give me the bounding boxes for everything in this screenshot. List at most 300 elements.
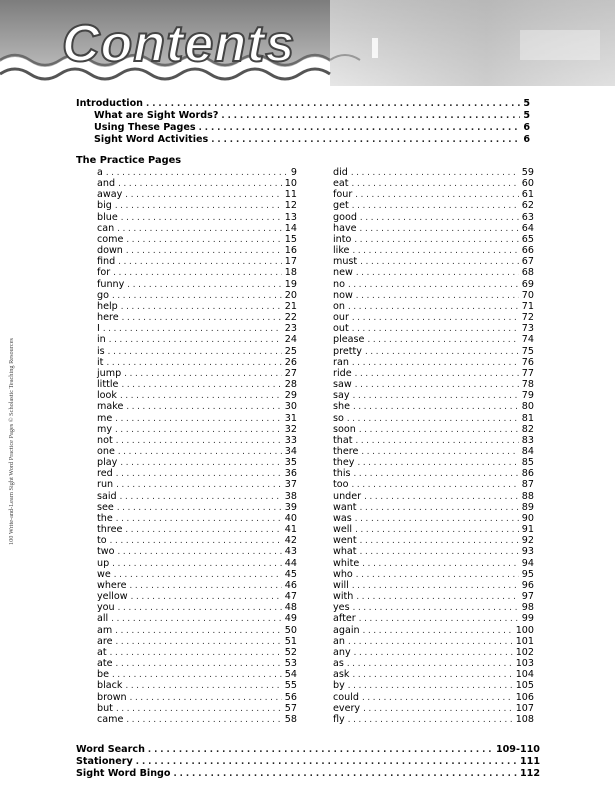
- word-entry: [333, 223, 534, 234]
- word-entry: [97, 167, 297, 178]
- word-entry: [97, 669, 297, 680]
- entry-label: can: [97, 222, 115, 234]
- entry-label: little: [97, 379, 119, 391]
- word-entry: [97, 390, 297, 401]
- toc-entry: [76, 768, 540, 779]
- page-number: 112: [519, 768, 540, 779]
- entry-label: what: [333, 546, 357, 558]
- page-number: 49: [284, 613, 297, 625]
- word-entry: [333, 368, 534, 379]
- word-entry: [333, 279, 534, 290]
- word-entry: [333, 334, 534, 345]
- dot-leader: [221, 111, 520, 122]
- dot-leader: [211, 135, 520, 146]
- entry-label: good: [333, 211, 357, 223]
- entry-label: me: [97, 412, 113, 424]
- page-number: 95: [521, 568, 534, 580]
- entry-label: no: [333, 278, 345, 290]
- word-entry: [333, 301, 534, 312]
- word-entry: [97, 301, 297, 312]
- page-number: 59: [521, 167, 534, 178]
- word-entry: [333, 435, 534, 446]
- entry-label: for: [97, 267, 111, 279]
- word-entry: [97, 591, 297, 602]
- entry-label: she: [333, 401, 350, 413]
- contents-banner: [0, 0, 615, 92]
- page-number: 108: [515, 713, 534, 725]
- entry-label: big: [97, 200, 112, 212]
- word-entry: [333, 591, 534, 602]
- word-entry: [97, 223, 297, 234]
- page-number: 64: [521, 222, 534, 234]
- entry-label: under: [333, 490, 362, 502]
- word-entry: [333, 379, 534, 390]
- word-entry: [333, 323, 534, 334]
- word-entry: [97, 692, 297, 703]
- entry-label: make: [97, 401, 124, 413]
- page-number: 55: [284, 680, 297, 692]
- practice-heading: The Practice Pages: [76, 155, 182, 166]
- word-entry: [97, 714, 297, 725]
- page-number: 69: [521, 278, 534, 290]
- entry-label: ate: [97, 658, 113, 670]
- dot-leader: [148, 745, 493, 756]
- word-entry: [97, 558, 297, 569]
- entry-label: ran: [333, 356, 349, 368]
- entry-label: come: [97, 233, 124, 245]
- entry-label: out: [333, 323, 349, 335]
- page-number: 109-110: [495, 744, 540, 755]
- entry-label: must: [333, 256, 358, 268]
- entry-label: one: [97, 446, 115, 457]
- word-entry: [333, 714, 534, 725]
- page-number: 83: [521, 434, 534, 446]
- word-entry: [333, 703, 534, 714]
- page-number: 14: [284, 222, 297, 234]
- page-number: 74: [521, 334, 534, 346]
- entry-label: black: [97, 680, 123, 692]
- page-number: 32: [284, 423, 297, 435]
- entry-label: with: [333, 591, 354, 603]
- word-entry: [97, 424, 297, 435]
- page-number: 63: [521, 211, 534, 223]
- toc-entry: [76, 756, 540, 767]
- page-number: 26: [284, 356, 297, 368]
- word-entry: [97, 200, 297, 211]
- word-entry: [333, 491, 534, 502]
- entry-label: my: [97, 423, 113, 435]
- word-entry: [97, 569, 297, 580]
- entry-label: here: [97, 312, 119, 324]
- entry-label: said: [97, 490, 117, 502]
- entry-label: want: [333, 501, 357, 513]
- entry-label: our: [333, 312, 349, 324]
- entry-label: red: [97, 468, 113, 480]
- page-number: 61: [521, 189, 534, 201]
- word-entry: [333, 413, 534, 424]
- entry-label: into: [333, 233, 352, 245]
- entry-label: Sight Word Activities: [94, 134, 209, 145]
- word-entry: [97, 357, 297, 368]
- entry-label: are: [97, 635, 113, 647]
- page-number: 87: [521, 479, 534, 491]
- entry-label: What are Sight Words?: [94, 110, 219, 121]
- page-number: 105: [515, 680, 534, 692]
- entry-label: find: [97, 256, 116, 268]
- entry-label: please: [333, 334, 365, 346]
- toc-entry: [94, 122, 530, 133]
- entry-label: by: [333, 680, 345, 692]
- entry-label: and: [97, 178, 116, 190]
- word-entry: [333, 267, 534, 278]
- word-entry: [333, 167, 534, 178]
- word-entry: [97, 267, 297, 278]
- page-number: 76: [521, 356, 534, 368]
- page-number: 102: [515, 646, 534, 658]
- page-number: 85: [521, 457, 534, 469]
- page-number: 41: [284, 524, 297, 536]
- word-entry: [97, 636, 297, 647]
- entry-label: the: [97, 512, 113, 524]
- dot-leader: [136, 757, 517, 768]
- word-entry: [333, 479, 534, 490]
- word-entry: [97, 580, 297, 591]
- page-number: 68: [521, 267, 534, 279]
- word-entry: [333, 234, 534, 245]
- dot-leader: [126, 715, 281, 726]
- word-entry: [97, 446, 297, 457]
- word-entry: [97, 457, 297, 468]
- page-number: 35: [284, 457, 297, 469]
- word-entry: [333, 680, 534, 691]
- word-entry: [97, 435, 297, 446]
- word-entry: [333, 446, 534, 457]
- entry-label: Introduction: [76, 98, 143, 109]
- entry-label: every: [333, 702, 361, 714]
- page-number: 10: [284, 178, 297, 190]
- dot-leader: [173, 769, 516, 780]
- page-number: 30: [284, 401, 297, 413]
- word-entry: [333, 569, 534, 580]
- entry-label: white: [333, 557, 360, 569]
- page-number: 29: [284, 390, 297, 402]
- entry-label: at: [97, 646, 107, 658]
- dot-leader: [199, 123, 521, 134]
- entry-label: fly: [333, 713, 345, 725]
- page-number: 91: [521, 524, 534, 536]
- toc-entry: [76, 744, 540, 755]
- word-entry: [97, 479, 297, 490]
- page-number: 75: [521, 345, 534, 357]
- entry-label: like: [333, 245, 350, 257]
- page-number: 67: [521, 256, 534, 268]
- entry-label: be: [97, 669, 109, 681]
- page-number: 9: [290, 167, 297, 178]
- entry-label: go: [97, 289, 109, 301]
- entry-label: run: [97, 479, 114, 491]
- page-number: 5: [523, 110, 530, 121]
- entry-label: Using These Pages: [94, 122, 196, 133]
- entry-label: ride: [333, 367, 352, 379]
- entry-label: new: [333, 267, 353, 279]
- page-number: 5: [523, 98, 530, 109]
- entry-label: see: [97, 501, 114, 513]
- word-entry: [97, 658, 297, 669]
- page-number: 24: [284, 334, 297, 346]
- page-number: 86: [521, 468, 534, 480]
- page-number: 47: [284, 591, 297, 603]
- page-number: 56: [284, 691, 297, 703]
- word-entry: [97, 234, 297, 245]
- word-entry: [97, 401, 297, 412]
- entry-label: have: [333, 222, 357, 234]
- page-number: 101: [515, 635, 534, 647]
- word-entry: [97, 379, 297, 390]
- page-number: 77: [521, 367, 534, 379]
- word-entry: [97, 346, 297, 357]
- word-entry: [333, 613, 534, 624]
- word-entry: [97, 625, 297, 636]
- page-number: 36: [284, 468, 297, 480]
- page-number: 38: [284, 490, 297, 502]
- page-number: 73: [521, 323, 534, 335]
- page-number: 89: [521, 501, 534, 513]
- word-entry: [333, 424, 534, 435]
- word-entry: [97, 279, 297, 290]
- page-number: 20: [284, 289, 297, 301]
- word-entry: [97, 647, 297, 658]
- entry-label: Sight Word Bingo: [76, 768, 171, 779]
- entry-label: Word Search: [76, 744, 145, 755]
- page-number: 27: [284, 367, 297, 379]
- page-number: 53: [284, 658, 297, 670]
- page-number: 57: [284, 702, 297, 714]
- page-number: 25: [284, 345, 297, 357]
- word-entry: [97, 513, 297, 524]
- page-number: 40: [284, 512, 297, 524]
- page-number: 12: [284, 200, 297, 212]
- word-entry: [333, 290, 534, 301]
- word-entry: [333, 636, 534, 647]
- word-entry: [333, 602, 534, 613]
- page-number: 70: [521, 289, 534, 301]
- entry-label: I: [97, 323, 100, 335]
- entry-label: but: [97, 702, 113, 714]
- word-entry: [333, 178, 534, 189]
- page-number: 22: [284, 312, 297, 324]
- page-number: 88: [521, 490, 534, 502]
- entry-label: look: [97, 390, 117, 402]
- entry-label: came: [97, 713, 124, 725]
- page-number: 80: [521, 401, 534, 413]
- page-number: 28: [284, 379, 297, 391]
- word-entry: [97, 413, 297, 424]
- entry-label: pretty: [333, 345, 362, 357]
- entry-label: up: [97, 557, 110, 569]
- page-number: 23: [284, 323, 297, 335]
- toc-entry: [94, 110, 530, 121]
- page-number: 6: [523, 122, 530, 133]
- entry-label: two: [97, 546, 115, 558]
- word-entry: [97, 212, 297, 223]
- entry-label: where: [97, 579, 127, 591]
- entry-label: a: [97, 167, 103, 178]
- entry-label: help: [97, 300, 118, 312]
- word-entry: [333, 346, 534, 357]
- page-number: 43: [284, 546, 297, 558]
- entry-label: in: [97, 334, 106, 346]
- word-entry: [97, 290, 297, 301]
- page-number: 48: [284, 602, 297, 614]
- entry-label: Stationery: [76, 756, 133, 767]
- entry-label: well: [333, 524, 353, 536]
- page-number: 50: [284, 624, 297, 636]
- word-entry: [333, 357, 534, 368]
- page-number: 72: [521, 312, 534, 324]
- word-entry: [97, 312, 297, 323]
- entry-label: again: [333, 624, 360, 636]
- page-number: 81: [521, 412, 534, 424]
- entry-label: on: [333, 300, 345, 312]
- word-entry: [97, 323, 297, 334]
- entry-label: yellow: [97, 591, 128, 603]
- word-entry: [333, 457, 534, 468]
- dot-leader: [146, 99, 520, 110]
- entry-label: an: [333, 635, 345, 647]
- page-number: 42: [284, 535, 297, 547]
- word-entry: [97, 189, 297, 200]
- page-number: 84: [521, 446, 534, 457]
- entry-label: to: [97, 535, 107, 547]
- word-entry: [333, 513, 534, 524]
- entry-label: all: [97, 613, 109, 625]
- word-entry: [97, 613, 297, 624]
- word-entry: [97, 334, 297, 345]
- page-number: 44: [284, 557, 297, 569]
- entry-label: eat: [333, 178, 349, 190]
- page-number: 19: [284, 278, 297, 290]
- entry-label: now: [333, 289, 353, 301]
- word-entry: [333, 189, 534, 200]
- entry-label: soon: [333, 423, 356, 435]
- entry-label: brown: [97, 691, 127, 703]
- page-number: 111: [519, 756, 540, 767]
- page-number: 51: [284, 635, 297, 647]
- page-number: 100: [515, 624, 534, 636]
- word-entry: [97, 703, 297, 714]
- entry-label: saw: [333, 379, 352, 391]
- page-number: 17: [284, 256, 297, 268]
- word-entry: [97, 468, 297, 479]
- page-number: 82: [521, 423, 534, 435]
- entry-label: did: [333, 167, 348, 178]
- page-number: 58: [284, 713, 297, 725]
- word-entry: [333, 625, 534, 636]
- page-number: 31: [284, 412, 297, 424]
- entry-label: who: [333, 568, 353, 580]
- page-number: 45: [284, 568, 297, 580]
- page-number: 90: [521, 512, 534, 524]
- entry-label: there: [333, 446, 359, 457]
- entry-label: this: [333, 468, 351, 480]
- word-entry: [333, 535, 534, 546]
- entry-label: away: [97, 189, 123, 201]
- word-entry: [97, 368, 297, 379]
- entry-label: went: [333, 535, 357, 547]
- page-number: 13: [284, 211, 297, 223]
- entry-label: so: [333, 412, 344, 424]
- word-entry: [333, 546, 534, 557]
- word-entry: [333, 200, 534, 211]
- word-entry: [333, 401, 534, 412]
- word-entry: [333, 580, 534, 591]
- page-number: 11: [284, 189, 297, 201]
- word-entry: [333, 390, 534, 401]
- word-entry: [97, 680, 297, 691]
- entry-label: yes: [333, 602, 350, 614]
- word-entry: [333, 312, 534, 323]
- word-entry: [333, 647, 534, 658]
- entry-label: will: [333, 579, 349, 591]
- page-number: 62: [521, 200, 534, 212]
- page-number: 97: [521, 591, 534, 603]
- word-entry: [97, 491, 297, 502]
- page-number: 60: [521, 178, 534, 190]
- page-number: 99: [521, 613, 534, 625]
- page-number: 54: [284, 669, 297, 681]
- page-number: 103: [515, 658, 534, 670]
- page-title: Contents: [62, 15, 296, 73]
- dot-leader: [348, 715, 513, 726]
- entry-label: was: [333, 512, 352, 524]
- page-number: 52: [284, 646, 297, 658]
- entry-label: they: [333, 457, 355, 469]
- word-entry: [333, 245, 534, 256]
- page-number: 94: [521, 557, 534, 569]
- entry-label: not: [97, 434, 113, 446]
- word-entry: [97, 502, 297, 513]
- page-number: 92: [521, 535, 534, 547]
- word-entry: [97, 524, 297, 535]
- page-number: 6: [523, 134, 530, 145]
- page-number: 66: [521, 245, 534, 257]
- page-number: 34: [284, 446, 297, 457]
- entry-label: too: [333, 479, 349, 491]
- entry-label: any: [333, 646, 351, 658]
- word-entry: [97, 256, 297, 267]
- word-entry: [333, 669, 534, 680]
- page-number: 78: [521, 379, 534, 391]
- entry-label: could: [333, 691, 359, 703]
- page-number: 15: [284, 233, 297, 245]
- toc-entry: [76, 98, 530, 109]
- entry-label: get: [333, 200, 349, 212]
- word-entry: [97, 535, 297, 546]
- page-number: 71: [521, 300, 534, 312]
- word-entry: [97, 178, 297, 189]
- page-number: 37: [284, 479, 297, 491]
- page-number: 93: [521, 546, 534, 558]
- page-number: 33: [284, 434, 297, 446]
- word-entry: [333, 256, 534, 267]
- entry-label: four: [333, 189, 353, 201]
- entry-label: you: [97, 602, 115, 614]
- entry-label: ask: [333, 669, 350, 681]
- word-entry: [97, 546, 297, 557]
- page-number: 107: [515, 702, 534, 714]
- word-entry: [333, 558, 534, 569]
- page-number: 46: [284, 579, 297, 591]
